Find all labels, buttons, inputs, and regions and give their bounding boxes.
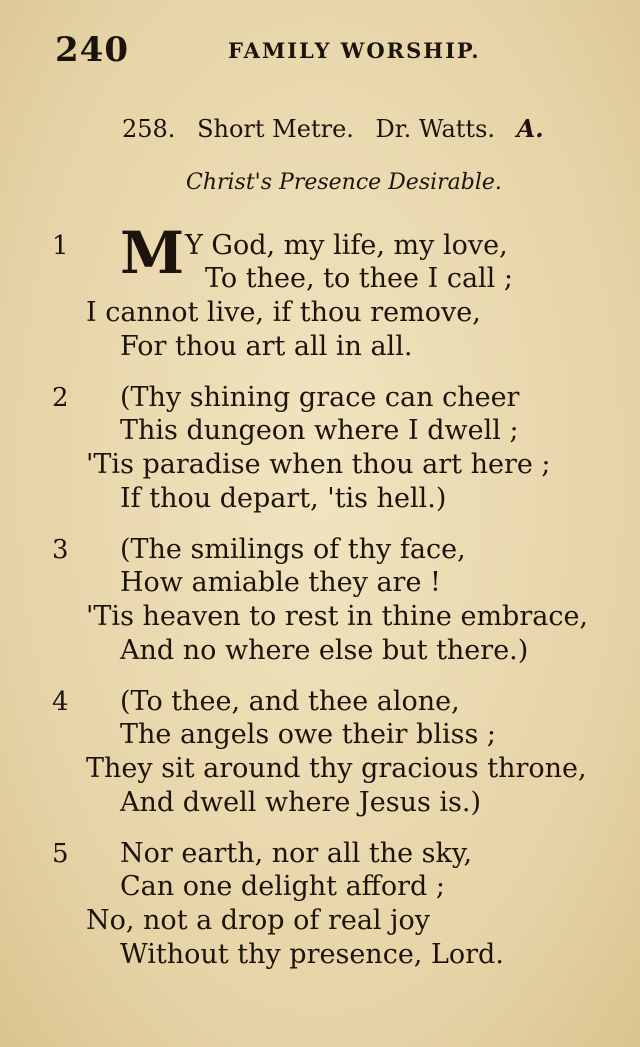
running-head: FAMILY WORSHIP. <box>228 38 481 63</box>
tune-mark: A. <box>516 114 544 143</box>
hymn-author: Dr. Watts. <box>375 115 496 143</box>
verse-line: (The smilings of thy face, <box>120 534 466 565</box>
verse-line: I cannot live, if thou remove, <box>86 297 481 328</box>
verse-line: No, not a drop of real joy <box>86 905 431 936</box>
verse-line: 'Tis paradise when thou art here ; <box>86 449 551 480</box>
stanza-number: 3 <box>52 535 69 565</box>
stanza-number: 4 <box>52 687 69 717</box>
verse-line: And no where else but there.) <box>120 635 529 666</box>
verse-line: How amiable they are ! <box>120 567 441 598</box>
stanza-number: 5 <box>52 839 69 869</box>
verse-line: If thou depart, 'tis hell.) <box>120 483 447 514</box>
verse-line: For thou art all in all. <box>120 331 413 362</box>
hymn-number: 258. <box>122 115 176 143</box>
verse-line: (To thee, and thee alone, <box>120 686 460 717</box>
verse-line: Nor earth, nor all the sky, <box>120 838 473 869</box>
hymn-title: Christ's Presence Desirable. <box>186 170 502 195</box>
verse-line: Without thy presence, Lord. <box>120 939 504 970</box>
drop-cap: M <box>120 219 185 287</box>
verse-line: Can one delight afford ; <box>120 871 445 902</box>
verse-line: Y God, my life, my love, <box>185 230 508 261</box>
page-header <box>0 30 640 70</box>
page-number: 240 <box>55 30 129 70</box>
hymn-metre: Short Metre. <box>197 115 354 143</box>
verse-line: This dungeon where I dwell ; <box>120 415 519 446</box>
verse-line: The angels owe their bliss ; <box>120 719 496 750</box>
stanza-number: 1 <box>52 231 69 261</box>
verse-line: And dwell where Jesus is.) <box>120 787 482 818</box>
verse-line: 'Tis heaven to rest in thine embrace, <box>86 601 589 632</box>
hymn-meta <box>122 114 558 143</box>
stanza-number: 2 <box>52 383 69 413</box>
verse-line: To thee, to thee I call ; <box>205 263 513 294</box>
verse-line: (Thy shining grace can cheer <box>120 382 520 413</box>
verse-line: They sit around thy gracious throne, <box>86 753 587 784</box>
